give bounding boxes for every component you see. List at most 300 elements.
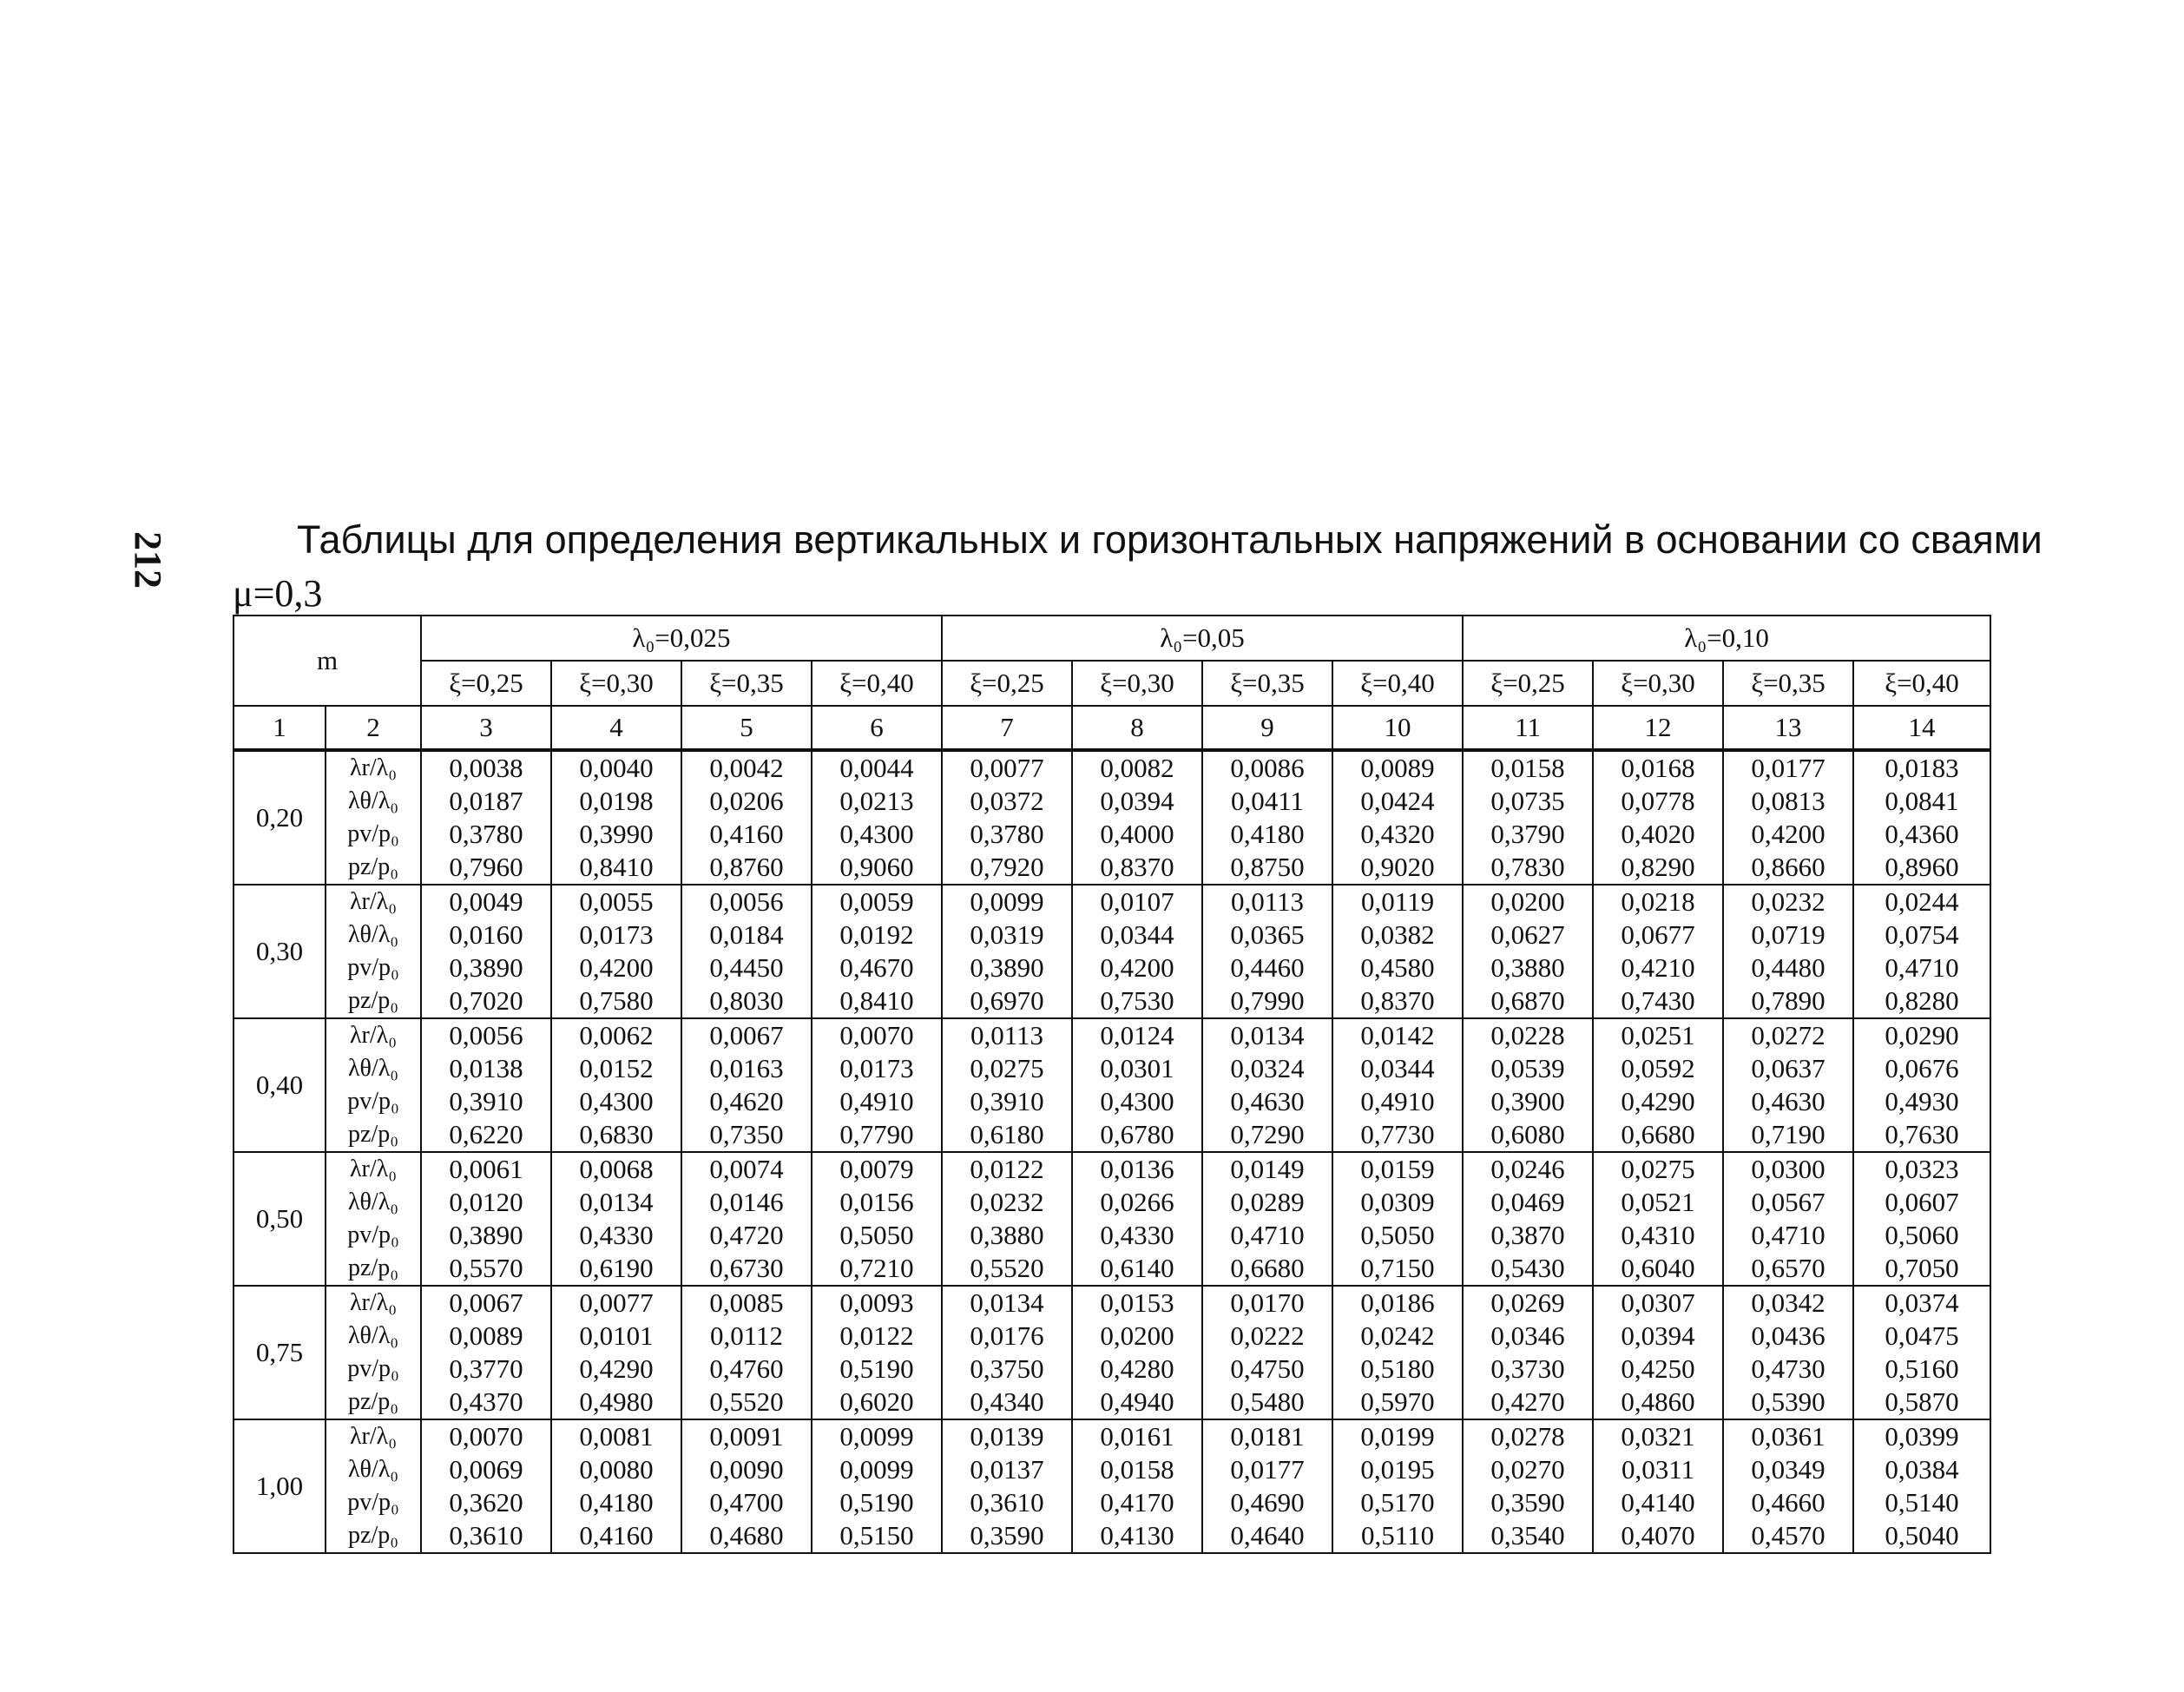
cell-value: 0,4680 [709, 1520, 784, 1550]
cell-value: 0,4460 [1230, 952, 1305, 983]
value-cell [1202, 750, 1332, 885]
cell-value: 0,4660 [1751, 1487, 1825, 1518]
cell-value: 0,5190 [839, 1487, 914, 1518]
cell-value: 0,0173 [839, 1053, 914, 1083]
cell-value: 0,0232 [1751, 886, 1825, 917]
value-cell [1332, 1419, 1463, 1553]
cell-value: 0,0146 [709, 1187, 784, 1217]
row-label: λθ/λ₀ [347, 1188, 399, 1215]
cell-value: 0,7050 [1885, 1253, 1959, 1283]
cell-value: 0,0074 [709, 1154, 784, 1184]
value-cell [1593, 1419, 1723, 1553]
cell-value: 0,0382 [1360, 919, 1435, 950]
m-value: 0,50 [234, 1152, 326, 1286]
row-label: pv/p₀ [347, 1221, 399, 1248]
value-cell [551, 1152, 681, 1286]
cell-value: 0,7530 [1100, 985, 1174, 1016]
cell-value: 0,0149 [1230, 1154, 1305, 1184]
cell-value: 0,4340 [970, 1386, 1044, 1417]
cell-value: 0,0200 [1100, 1320, 1174, 1351]
value-cell [812, 1419, 942, 1553]
cell-value: 0,0323 [1885, 1154, 1959, 1184]
cell-value: 0,4300 [579, 1086, 654, 1116]
cell-value: 0,8370 [1100, 852, 1174, 882]
m-value: 0,75 [234, 1286, 326, 1419]
xi-header: ξ=0,30 [1593, 661, 1723, 706]
cell-value: 0,5050 [1360, 1220, 1435, 1250]
value-cell [551, 1286, 681, 1419]
column-number: 13 [1723, 706, 1853, 750]
cell-value: 0,6020 [839, 1386, 914, 1417]
cell-value: 0,0049 [449, 886, 523, 917]
column-number: 1 [234, 706, 326, 750]
value-cell [1463, 1018, 1593, 1152]
value-cell [681, 885, 812, 1018]
cell-value: 0,5170 [1360, 1487, 1435, 1518]
cell-value: 0,0156 [839, 1187, 914, 1217]
cell-value: 0,6040 [1621, 1253, 1695, 1283]
table-row [234, 885, 1990, 1018]
cell-value: 0,8290 [1621, 852, 1695, 882]
stress-table [233, 615, 1991, 1554]
cell-value: 0,5040 [1885, 1520, 1959, 1550]
cell-value: 0,0289 [1230, 1187, 1305, 1217]
column-number: 8 [1072, 706, 1202, 750]
cell-value: 0,0521 [1621, 1187, 1695, 1217]
cell-value: 0,8280 [1885, 985, 1959, 1016]
row-label: pz/p₀ [348, 987, 398, 1014]
xi-header: ξ=0,30 [551, 661, 681, 706]
value-cell [942, 1018, 1072, 1152]
cell-value: 0,4070 [1621, 1520, 1695, 1550]
cell-value: 0,0309 [1360, 1187, 1435, 1217]
cell-value: 0,0270 [1490, 1454, 1565, 1485]
cell-value: 0,6190 [579, 1253, 654, 1283]
cell-value: 0,0068 [579, 1154, 654, 1184]
row-label: pv/p₀ [347, 820, 399, 847]
row-labels [326, 1018, 421, 1152]
cell-value: 0,3890 [449, 952, 523, 983]
cell-value: 0,6080 [1490, 1119, 1565, 1149]
cell-value: 0,0676 [1885, 1053, 1959, 1083]
cell-value: 0,4020 [1621, 819, 1695, 849]
cell-value: 0,0719 [1751, 919, 1825, 950]
row-label: pv/p₀ [347, 1088, 399, 1115]
cell-value: 0,0055 [579, 886, 654, 917]
cell-value: 0,3590 [1490, 1487, 1565, 1518]
m-header: m [234, 616, 421, 706]
cell-value: 0,8750 [1230, 852, 1305, 882]
cell-value: 0,0056 [449, 1020, 523, 1050]
value-cell [942, 1419, 1072, 1553]
cell-value: 0,4330 [1100, 1220, 1174, 1250]
xi-header: ξ=0,30 [1072, 661, 1202, 706]
cell-value: 0,0228 [1490, 1020, 1565, 1050]
xi-header: ξ=0,40 [1853, 661, 1990, 706]
cell-value: 0,0469 [1490, 1187, 1565, 1217]
value-cell [1202, 1152, 1332, 1286]
cell-value: 0,0099 [839, 1454, 914, 1485]
cell-value: 0,4160 [709, 819, 784, 849]
cell-value: 0,3880 [970, 1220, 1044, 1250]
lambda-group-header: λ₀=0,10 [1463, 616, 1990, 661]
cell-value: 0,0324 [1230, 1053, 1305, 1083]
value-cell [1072, 1152, 1202, 1286]
row-label: pv/p₀ [347, 1489, 399, 1516]
lambda-header-row [234, 616, 1990, 661]
cell-value: 0,0272 [1751, 1020, 1825, 1050]
cell-value: 0,0061 [449, 1154, 523, 1184]
cell-value: 0,4910 [839, 1086, 914, 1116]
row-label: λθ/λ₀ [347, 921, 399, 948]
cell-value: 0,0134 [970, 1287, 1044, 1318]
value-cell [1723, 1419, 1853, 1553]
cell-value: 0,5570 [449, 1253, 523, 1283]
value-cell [1593, 1152, 1723, 1286]
cell-value: 0,0077 [579, 1287, 654, 1318]
row-label: pv/p₀ [347, 1355, 399, 1382]
value-cell [421, 1018, 551, 1152]
cell-value: 0,0186 [1360, 1287, 1435, 1318]
cell-value: 0,7210 [839, 1253, 914, 1283]
cell-value: 0,0195 [1360, 1454, 1435, 1485]
value-cell [421, 750, 551, 885]
cell-value: 0,0089 [1360, 753, 1435, 783]
value-cell [421, 1286, 551, 1419]
row-label: pv/p₀ [347, 954, 399, 981]
cell-value: 0,0278 [1490, 1421, 1565, 1452]
value-cell [551, 750, 681, 885]
cell-value: 0,3890 [970, 952, 1044, 983]
cell-value: 0,0044 [839, 753, 914, 783]
cell-value: 0,6730 [709, 1253, 784, 1283]
cell-value: 0,0077 [970, 753, 1044, 783]
cell-value: 0,4280 [1100, 1353, 1174, 1384]
cell-value: 0,0275 [1621, 1154, 1695, 1184]
value-cell [551, 1018, 681, 1152]
value-cell [1593, 1018, 1723, 1152]
cell-value: 0,3770 [449, 1353, 523, 1384]
value-cell [1723, 1286, 1853, 1419]
cell-value: 0,0067 [449, 1287, 523, 1318]
value-cell [1723, 1152, 1853, 1286]
value-cell [1072, 1286, 1202, 1419]
cell-value: 0,0365 [1230, 919, 1305, 950]
table-row [234, 750, 1990, 885]
cell-value: 0,7190 [1751, 1119, 1825, 1149]
cell-value: 0,0086 [1230, 753, 1305, 783]
cell-value: 0,4630 [1751, 1086, 1825, 1116]
cell-value: 0,4130 [1100, 1520, 1174, 1550]
cell-value: 0,0475 [1885, 1320, 1959, 1351]
cell-value: 0,3990 [579, 819, 654, 849]
cell-value: 0,0342 [1751, 1287, 1825, 1318]
cell-value: 0,7960 [449, 852, 523, 882]
cell-value: 0,4570 [1751, 1520, 1825, 1550]
cell-value: 0,6870 [1490, 985, 1565, 1016]
cell-value: 0,7020 [449, 985, 523, 1016]
value-cell [942, 750, 1072, 885]
cell-value: 0,4300 [1100, 1086, 1174, 1116]
cell-value: 0,0122 [970, 1154, 1044, 1184]
cell-value: 0,0754 [1885, 919, 1959, 950]
cell-value: 0,0567 [1751, 1187, 1825, 1217]
cell-value: 0,7580 [579, 985, 654, 1016]
cell-value: 0,0161 [1100, 1421, 1174, 1452]
value-cell [942, 1152, 1072, 1286]
cell-value: 0,0160 [449, 919, 523, 950]
cell-value: 0,0321 [1621, 1421, 1695, 1452]
cell-value: 0,3900 [1490, 1086, 1565, 1116]
lambda-group-header: λ₀=0,025 [421, 616, 942, 661]
cell-value: 0,4210 [1621, 952, 1695, 983]
cell-value: 0,5970 [1360, 1386, 1435, 1417]
cell-value: 0,0062 [579, 1020, 654, 1050]
poisson-ratio-label: μ=0,3 [233, 572, 323, 615]
cell-value: 0,4620 [709, 1086, 784, 1116]
cell-value: 0,0070 [449, 1421, 523, 1452]
row-labels [326, 750, 421, 885]
value-cell [942, 1286, 1072, 1419]
row-label: λθ/λ₀ [347, 787, 399, 814]
xi-header: ξ=0,35 [681, 661, 812, 706]
cell-value: 0,0394 [1100, 786, 1174, 816]
cell-value: 0,8370 [1360, 985, 1435, 1016]
cell-value: 0,7430 [1621, 985, 1695, 1016]
xi-header: ξ=0,40 [1332, 661, 1463, 706]
value-cell [421, 1419, 551, 1553]
cell-value: 0,5050 [839, 1220, 914, 1250]
cell-value: 0,0153 [1100, 1287, 1174, 1318]
value-cell [1072, 1419, 1202, 1553]
cell-value: 0,0091 [709, 1421, 784, 1452]
value-cell [1202, 1018, 1332, 1152]
cell-value: 0,6140 [1100, 1253, 1174, 1283]
row-labels [326, 1152, 421, 1286]
value-cell [1463, 885, 1593, 1018]
cell-value: 0,0424 [1360, 786, 1435, 816]
row-labels [326, 885, 421, 1018]
cell-value: 0,3790 [1490, 819, 1565, 849]
value-cell [681, 750, 812, 885]
value-cell [421, 885, 551, 1018]
cell-value: 0,4480 [1751, 952, 1825, 983]
cell-value: 0,0138 [449, 1053, 523, 1083]
value-cell [812, 1152, 942, 1286]
cell-value: 0,5870 [1885, 1386, 1959, 1417]
cell-value: 0,4760 [709, 1353, 784, 1384]
cell-value: 0,7290 [1230, 1119, 1305, 1149]
value-cell [1463, 1286, 1593, 1419]
cell-value: 0,5180 [1360, 1353, 1435, 1384]
cell-value: 0,7630 [1885, 1119, 1959, 1149]
cell-value: 0,0042 [709, 753, 784, 783]
cell-value: 0,7150 [1360, 1253, 1435, 1283]
cell-value: 0,0168 [1621, 753, 1695, 783]
cell-value: 0,0134 [579, 1187, 654, 1217]
cell-value: 0,0059 [839, 886, 914, 917]
cell-value: 0,4180 [1230, 819, 1305, 849]
cell-value: 0,4450 [709, 952, 784, 983]
value-cell [681, 1152, 812, 1286]
cell-value: 0,4910 [1360, 1086, 1435, 1116]
value-cell [1332, 750, 1463, 885]
cell-value: 0,0637 [1751, 1053, 1825, 1083]
cell-value: 0,4180 [579, 1487, 654, 1518]
value-cell [942, 885, 1072, 1018]
cell-value: 0,6220 [449, 1119, 523, 1149]
cell-value: 0,0120 [449, 1187, 523, 1217]
cell-value: 0,0394 [1621, 1320, 1695, 1351]
cell-value: 0,0158 [1490, 753, 1565, 783]
column-number: 6 [812, 706, 942, 750]
cell-value: 0,0300 [1751, 1154, 1825, 1184]
cell-value: 0,4710 [1751, 1220, 1825, 1250]
cell-value: 0,4200 [1100, 952, 1174, 983]
cell-value: 0,5390 [1751, 1386, 1825, 1417]
cell-value: 0,0159 [1360, 1154, 1435, 1184]
cell-value: 0,7990 [1230, 985, 1305, 1016]
row-label: λr/λ₀ [349, 1155, 398, 1182]
row-labels [326, 1286, 421, 1419]
cell-value: 0,6970 [970, 985, 1044, 1016]
cell-value: 0,0307 [1621, 1287, 1695, 1318]
value-cell [1332, 885, 1463, 1018]
value-cell [1332, 1152, 1463, 1286]
cell-value: 0,0677 [1621, 919, 1695, 950]
m-value: 1,00 [234, 1419, 326, 1553]
xi-header: ξ=0,25 [942, 661, 1072, 706]
cell-value: 0,0242 [1360, 1320, 1435, 1351]
cell-value: 0,8410 [579, 852, 654, 882]
column-number-row [234, 706, 1990, 750]
xi-header: ξ=0,25 [421, 661, 551, 706]
cell-value: 0,0079 [839, 1154, 914, 1184]
cell-value: 0,4640 [1230, 1520, 1305, 1550]
cell-value: 0,3890 [449, 1220, 523, 1250]
value-cell [1463, 1419, 1593, 1553]
value-cell [1332, 1018, 1463, 1152]
column-number: 10 [1332, 706, 1463, 750]
cell-value: 0,4290 [579, 1353, 654, 1384]
cell-value: 0,0134 [1230, 1020, 1305, 1050]
cell-value: 0,0222 [1230, 1320, 1305, 1351]
cell-value: 0,9060 [839, 852, 914, 882]
cell-value: 0,7350 [709, 1119, 784, 1149]
cell-value: 0,0290 [1885, 1020, 1959, 1050]
value-cell [1202, 885, 1332, 1018]
cell-value: 0,3870 [1490, 1220, 1565, 1250]
value-cell [1593, 750, 1723, 885]
row-label: λr/λ₀ [349, 1289, 398, 1316]
cell-value: 0,4290 [1621, 1086, 1695, 1116]
value-cell [551, 885, 681, 1018]
column-number: 3 [421, 706, 551, 750]
row-label: pz/p₀ [348, 853, 398, 880]
cell-value: 0,8660 [1751, 852, 1825, 882]
cell-value: 0,7730 [1360, 1119, 1435, 1149]
cell-value: 0,0056 [709, 886, 784, 917]
cell-value: 0,0142 [1360, 1020, 1435, 1050]
cell-value: 0,0069 [449, 1454, 523, 1485]
xi-header: ξ=0,35 [1723, 661, 1853, 706]
column-number: 5 [681, 706, 812, 750]
cell-value: 0,0137 [970, 1454, 1044, 1485]
cell-value: 0,0173 [579, 919, 654, 950]
cell-value: 0,0411 [1230, 786, 1305, 816]
cell-value: 0,5520 [970, 1253, 1044, 1283]
cell-value: 0,4330 [579, 1220, 654, 1250]
cell-value: 0,5150 [839, 1520, 914, 1550]
cell-value: 0,3910 [449, 1086, 523, 1116]
cell-value: 0,0246 [1490, 1154, 1565, 1184]
cell-value: 0,7790 [839, 1119, 914, 1149]
xi-header-row [234, 661, 1990, 706]
cell-value: 0,4140 [1621, 1487, 1695, 1518]
column-number: 11 [1463, 706, 1593, 750]
row-label: pz/p₀ [348, 1522, 398, 1549]
cell-value: 0,0158 [1100, 1454, 1174, 1485]
value-cell [421, 1152, 551, 1286]
cell-value: 0,0539 [1490, 1053, 1565, 1083]
cell-value: 0,0183 [1885, 753, 1959, 783]
cell-value: 0,0119 [1360, 886, 1435, 917]
value-cell [1853, 750, 1990, 885]
cell-value: 0,5060 [1885, 1220, 1959, 1250]
cell-value: 0,4710 [1230, 1220, 1305, 1250]
cell-value: 0,4170 [1100, 1487, 1174, 1518]
cell-value: 0,5160 [1885, 1353, 1959, 1384]
cell-value: 0,0607 [1885, 1187, 1959, 1217]
cell-value: 0,4270 [1490, 1386, 1565, 1417]
cell-value: 0,0778 [1621, 786, 1695, 816]
value-cell [551, 1419, 681, 1553]
column-number: 4 [551, 706, 681, 750]
row-label: λθ/λ₀ [347, 1055, 399, 1082]
cell-value: 0,0163 [709, 1053, 784, 1083]
cell-value: 0,0136 [1100, 1154, 1174, 1184]
cell-value: 0,0124 [1100, 1020, 1174, 1050]
cell-value: 0,0361 [1751, 1421, 1825, 1452]
row-labels [326, 1419, 421, 1553]
cell-value: 0,0213 [839, 786, 914, 816]
cell-value: 0,3750 [970, 1353, 1044, 1384]
cell-value: 0,0176 [970, 1320, 1044, 1351]
cell-value: 0,4980 [579, 1386, 654, 1417]
value-cell [1072, 1018, 1202, 1152]
cell-value: 0,0266 [1100, 1187, 1174, 1217]
value-cell [812, 885, 942, 1018]
row-label: λr/λ₀ [349, 754, 398, 781]
row-label: λr/λ₀ [349, 888, 398, 915]
m-value: 0,20 [234, 750, 326, 885]
value-cell [1463, 750, 1593, 885]
cell-value: 0,0200 [1490, 886, 1565, 917]
cell-value: 0,0099 [970, 886, 1044, 917]
cell-value: 0,6780 [1100, 1119, 1174, 1149]
cell-value: 0,5110 [1360, 1520, 1435, 1550]
cell-value: 0,4250 [1621, 1353, 1695, 1384]
cell-value: 0,4320 [1360, 819, 1435, 849]
cell-value: 0,3610 [970, 1487, 1044, 1518]
cell-value: 0,5480 [1230, 1386, 1305, 1417]
cell-value: 0,4580 [1360, 952, 1435, 983]
m-value: 0,30 [234, 885, 326, 1018]
cell-value: 0,0399 [1885, 1421, 1959, 1452]
cell-value: 0,0187 [449, 786, 523, 816]
value-cell [812, 1018, 942, 1152]
value-cell [1332, 1286, 1463, 1419]
